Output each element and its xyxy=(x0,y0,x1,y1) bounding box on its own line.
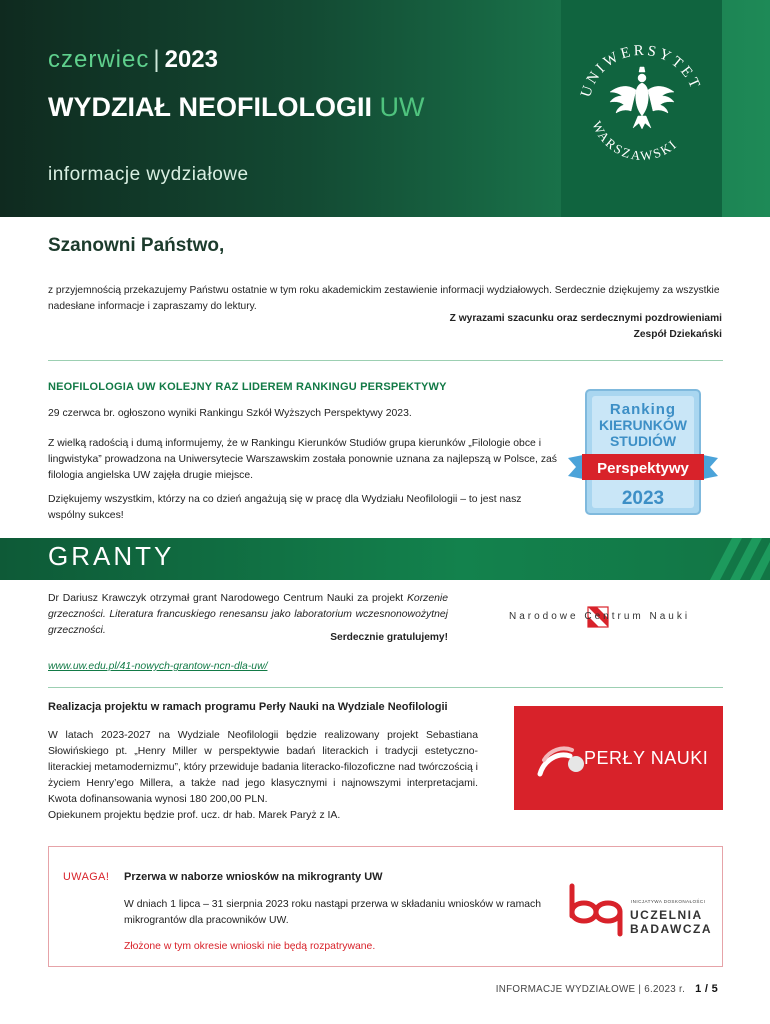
alert-label: UWAGA! xyxy=(63,871,110,883)
pearl-icon xyxy=(532,730,592,790)
perly-paragraph xyxy=(48,728,478,824)
perly-logo-text: PERŁY NAUKI xyxy=(584,748,709,768)
perly-supervisor: Opiekunem projektu będzie prof. ucz. dr hab. Marek Paryż z IA. xyxy=(48,810,341,821)
ub-logo-line-2: BADAWCZA xyxy=(630,922,712,936)
badge-line-1: Ranking xyxy=(609,401,677,418)
badge-line-2: KIERUNKÓW xyxy=(599,417,687,433)
ub-logo-small: INICJATYWA DOSKONAŁOŚCI xyxy=(631,899,706,904)
perspektywy-badge-icon xyxy=(568,388,718,518)
issue-date xyxy=(48,46,218,74)
intro-paragraph: z przyjemnością przekazujemy Państwu ostatnie w tym roku akademickim zestawienie informacji wydziałowych. Serdecznie dziękujemy za wszystkie nadesłane informacje i zapraszamy do lektury. xyxy=(48,285,720,312)
perly-text: W latach 2023-2027 na Wydziale Neofilologii będzie realizowany projekt Sebastiana Słowińskiego pt. „Henry Miller w perspektywie badań literackich i tradycji estetyczno-literackiej metamodernizmu”, który przewiduje badania literacko-filozoficzne nad twórczością i życiem Henry’ego Millera, a także nad jego klasycznymi i najnowszymi interpretacjami. Kwota dofinansowania wynosi 180 200,00 PLN. xyxy=(48,730,478,805)
newsletter-subtitle: informacje wydziałowe xyxy=(48,164,249,185)
granty-title: GRANTY xyxy=(48,541,175,571)
title-main: WYDZIAŁ NEOFILOLOGII xyxy=(48,92,372,122)
alert-text: W dniach 1 lipca – 31 sierpnia 2023 roku nastąpi przerwa w składaniu wniosków w ramach mikrograntów dla pracowników UW. xyxy=(124,899,541,926)
section-divider xyxy=(48,687,723,688)
ranking-paragraph-3: Dziękujemy wszystkim, którzy na co dzień angażują się w pracę dla Wydziału Neofilologii – to jest nasz wspólny sukces! xyxy=(48,494,522,521)
logo-text-top: UNIWERSYTET xyxy=(578,42,704,100)
grant-link[interactable]: www.uw.edu.pl/41-nowych-grantow-ncn-dla-uw/ xyxy=(48,661,268,672)
university-logo xyxy=(561,0,722,217)
uczelnia-badawcza-icon xyxy=(566,882,628,938)
section-divider xyxy=(48,360,723,361)
ranking-paragraph-2: Z wielką radością i dumą informujemy, że w Rankingu Kierunków Studiów grupa kierunków „Filologie obce i lingwistyka” prowadzona na Uniwersytecie Warszawskim została ponownie uznana za najlepszą w Polsce, zaś filologia angielska UW zajęła drugie miejsce. xyxy=(48,438,557,481)
grant-congrats: Serdecznie gratulujemy! xyxy=(330,632,448,643)
ranking-paragraph-1: 29 czerwca br. ogłoszono wyniki Rankingu Szkół Wyższych Perspektywy 2023. xyxy=(48,408,412,419)
badge-year: 2023 xyxy=(621,488,665,509)
ub-logo-line-1: UCZELNIA xyxy=(630,908,703,922)
issue-month: czerwiec xyxy=(48,46,150,73)
page-footer xyxy=(496,983,718,995)
title-accent: UW xyxy=(379,92,425,122)
greeting-heading: Szanowni Państwo, xyxy=(48,235,225,256)
alert-heading: Przerwa w naborze wniosków na mikrogranty UW xyxy=(124,871,383,883)
badge-ribbon: Perspektywy xyxy=(597,460,689,477)
issue-year: 2023 xyxy=(164,46,218,73)
newsletter-title xyxy=(48,92,424,123)
regards-line: Z wyrazami szacunku oraz serdecznymi pozdrowieniami xyxy=(449,313,722,324)
perly-heading: Realizacja projektu w ramach programu Perły Nauki na Wydziale Neofilologii xyxy=(48,701,448,713)
date-separator: | xyxy=(153,46,161,73)
page-number: 1 / 5 xyxy=(695,983,718,995)
ranking-badge xyxy=(568,388,718,518)
badge-line-3: STUDIÓW xyxy=(609,433,677,449)
footer-text: INFORMACJE WYDZIAŁOWE | 6.2023 r. xyxy=(495,984,686,995)
ncn-label: Narodowe Centrum Nauki xyxy=(509,611,691,622)
alert-warning: Złożone w tym okresie wnioski nie będą rozpatrywane. xyxy=(124,941,376,952)
band-stripes-decoration xyxy=(690,538,770,580)
uw-eagle-emblem-icon xyxy=(561,0,722,217)
logo-text-bottom: WARSZAWSKI xyxy=(589,118,681,164)
regards-signature: Zespół Dziekański xyxy=(633,329,722,340)
grant-project-title: Korzenie grzeczności. Literatura francuskiego renesansu jako laboratorium wczesnonowożytnej grzeczności. xyxy=(48,593,448,636)
regards-block xyxy=(450,311,722,343)
ranking-heading: NEOFILOLOGIA UW KOLEJNY RAZ LIDEREM RANKINGU PERSPEKTYWY xyxy=(48,381,447,393)
grant-text: Dr Dariusz Krawczyk otrzymał grant Narodowego Centrum Nauki za projekt xyxy=(48,593,407,604)
